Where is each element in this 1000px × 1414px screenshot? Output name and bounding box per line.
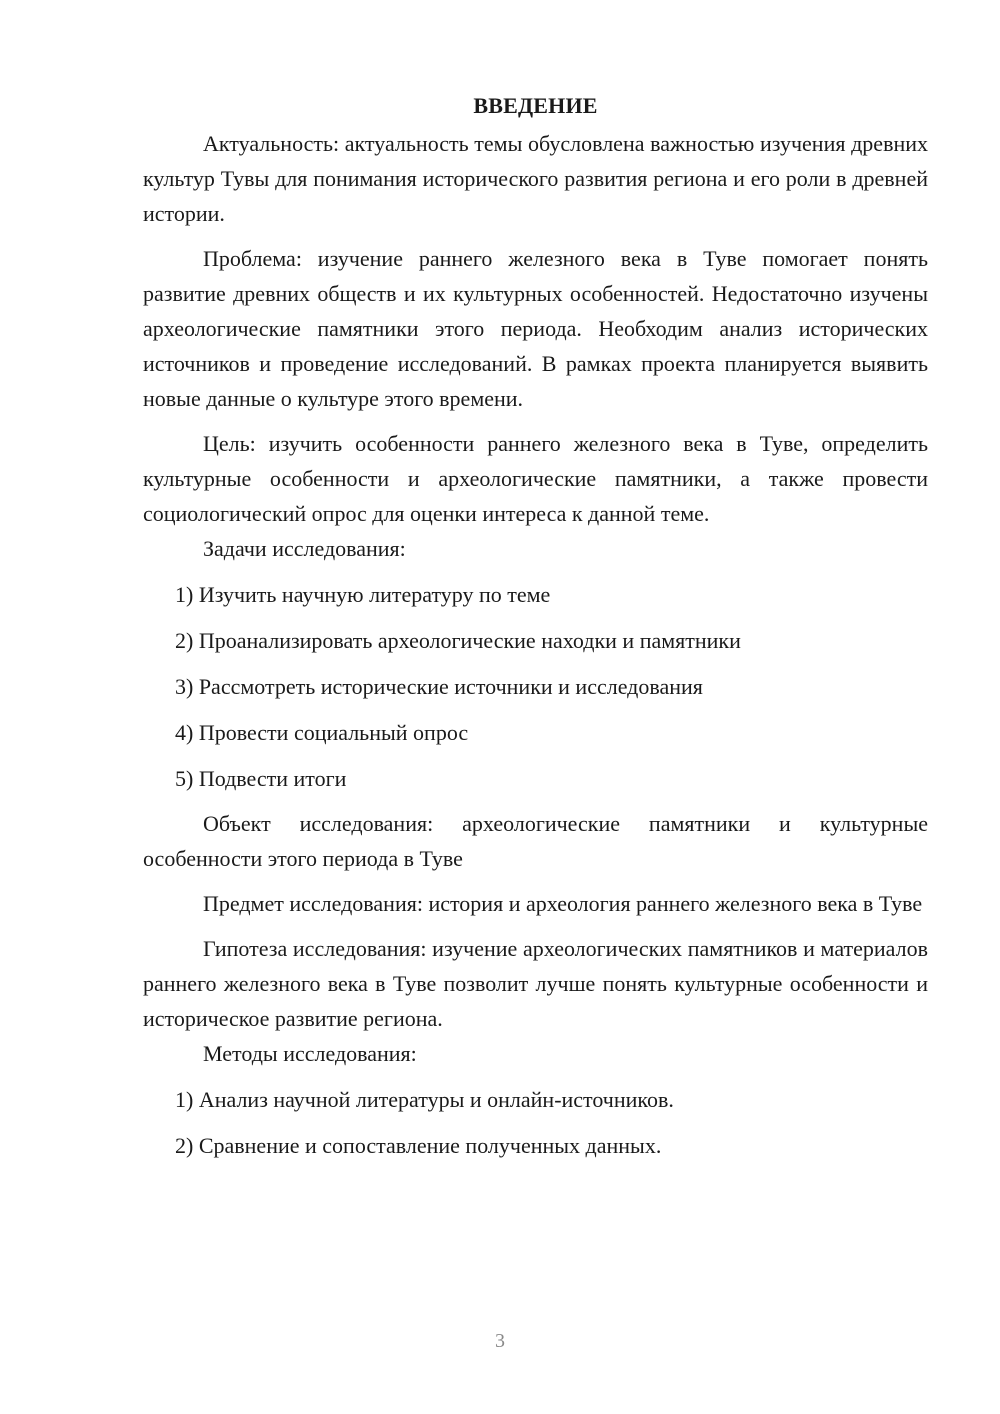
relevance-paragraph: Актуальность: актуальность темы обусловлена важностью изучения древних культур Тувы для понимания исторического развития региона и его роли в древней истории. <box>143 131 928 226</box>
tasks-label: Задачи исследования: <box>203 536 406 561</box>
methods-list <box>143 1082 928 1163</box>
section-heading: ВВЕДЕНИЕ <box>473 93 598 118</box>
list-item: 2) Проанализировать археологические находки и памятники <box>175 628 741 653</box>
page-number: 3 <box>495 1330 505 1352</box>
problem-paragraph: Проблема: изучение раннего железного века в Туве помогает понять развитие древних обществ и их культурных особенностей. Недостаточно изучены археологические памятники этого периода. Необходим анализ исторических источников и проведение исследований. В рамках проекта планируется выявить новые данные о культуре этого времени. <box>143 246 928 411</box>
list-item: 1) Анализ научной литературы и онлайн-источников. <box>175 1087 674 1112</box>
list-item: 3) Рассмотреть исторические источники и исследования <box>175 674 703 699</box>
list-item: 2) Сравнение и сопоставление полученных данных. <box>175 1133 662 1158</box>
subject-paragraph: Предмет исследования: история и археология раннего железного века в Туве <box>203 891 923 916</box>
goal-paragraph: Цель: изучить особенности раннего железного века в Туве, определить культурные особенности и археологические памятники, а также провести социологический опрос для оценки интереса к данной теме. <box>143 431 928 526</box>
list-item: 1) Изучить научную литературу по теме <box>175 582 551 607</box>
hypothesis-paragraph: Гипотеза исследования: изучение археологических памятников и материалов раннего железного века в Туве позволит лучше понять культурные особенности и историческое развитие региона. <box>143 936 928 1031</box>
list-item: 4) Провести социальный опрос <box>175 720 469 745</box>
list-item: 5) Подвести итоги <box>175 766 347 791</box>
tasks-list <box>143 577 928 796</box>
object-paragraph: Объект исследования: археологические памятники и культурные особенности этого периода в Туве <box>143 811 928 871</box>
methods-label: Методы исследования: <box>203 1041 417 1066</box>
document-page <box>143 88 928 1163</box>
